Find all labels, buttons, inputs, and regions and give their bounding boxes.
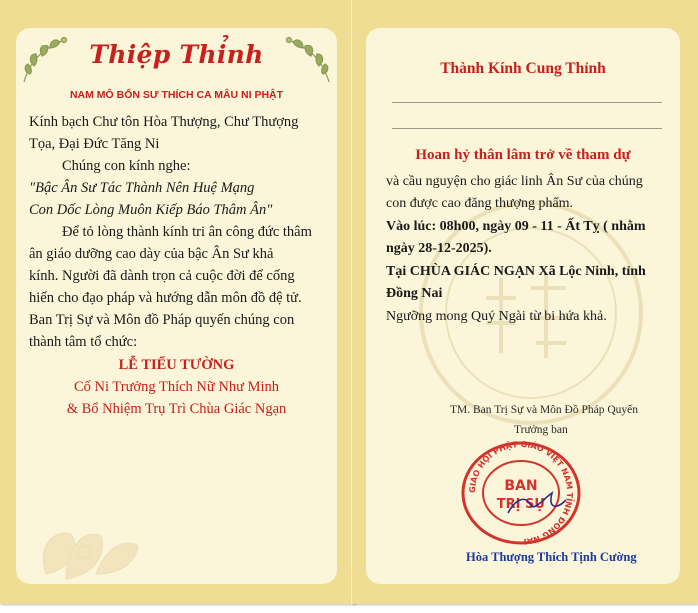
event-place: Tại CHÙA GIÁC NGẠN Xã Lộc Ninh, tỉnh <box>386 264 646 279</box>
official-seal-icon <box>456 438 586 548</box>
invitation-subtitle: NAM MÔ BỔN SƯ THÍCH CA MÂU NI PHẬT <box>69 89 284 101</box>
body-line: hiến cho đạo pháp và hướng dẫn môn đồ đệ tử. <box>29 290 302 306</box>
event-time: ngày 28-12-2025). <box>386 241 492 256</box>
signature-role: Trưởng ban <box>514 424 568 436</box>
signature-organization: TM. Ban Trị Sự và Môn Đồ Pháp Quyến <box>450 404 639 416</box>
body-line: Kính bạch Chư tôn Hòa Thượng, Chư Thượng <box>29 114 299 130</box>
seal-center-text: TRỊ SỰ <box>496 497 546 512</box>
event-line: & Bổ Nhiệm Trụ Trì Chùa Giác Ngạn <box>66 401 287 417</box>
divider-line <box>392 128 662 129</box>
body-line: ân giáo dưỡng cao dày của bậc Ân Sư khả <box>29 246 274 262</box>
divider-line <box>392 102 662 103</box>
lotus-decoration-icon <box>26 474 166 584</box>
body-line: Để tỏ lòng thành kính tri ân công đức thâm <box>62 224 312 240</box>
event-place: Đồng Nai <box>386 286 443 301</box>
body-line: thành tâm tổ chức: <box>29 334 138 350</box>
quote-line: Con Dốc Lòng Muôn Kiếp Báo Thâm Ân" <box>29 202 273 218</box>
body-line: và cầu nguyện cho giác linh Ân Sư của chúng <box>386 174 643 189</box>
signer-name: Hòa Thượng Thích Tịnh Cường <box>466 550 637 564</box>
body-line: con được cao đăng thượng phẩm. <box>386 196 574 211</box>
right-heading: Thành Kính Cung Thỉnh <box>440 60 606 77</box>
quote-line: "Bậc Ân Sư Tác Thành Nên Huệ Mạng <box>29 180 255 196</box>
left-page-panel <box>16 28 337 584</box>
event-time: Vào lúc: 08h00, ngày 09 - 11 - Ất Tỵ ( nhằm <box>386 219 646 234</box>
body-line: Ban Trị Sự và Môn đồ Pháp quyến chúng con <box>29 312 295 328</box>
closing-line: Ngưỡng mong Quý Ngài từ bi hứa khả. <box>386 309 607 324</box>
invitation-title: Thiệp Thỉnh <box>89 40 264 69</box>
seal-ring-text: GIÁO HỘI PHẬT GIÁO VIỆT NAM TỈNH ĐỒNG NAI <box>467 439 575 546</box>
seal-center-text: BAN <box>504 478 538 494</box>
invite-line: Hoan hỷ thân lâm trở về tham dự <box>415 147 631 163</box>
event-line: Cố Ni Trưởng Thích Nữ Như Minh <box>73 379 279 395</box>
body-line: Tọa, Đại Đức Tăng Ni <box>29 136 160 152</box>
invitation-right-page <box>352 0 698 604</box>
event-title: LỄ TIỂU TƯỜNG <box>118 357 235 373</box>
body-line: Chúng con kính nghe: <box>62 158 191 174</box>
body-line: kính. Người đã dành trọn cả cuộc đời để cống <box>29 268 295 284</box>
right-page-panel <box>366 28 680 584</box>
